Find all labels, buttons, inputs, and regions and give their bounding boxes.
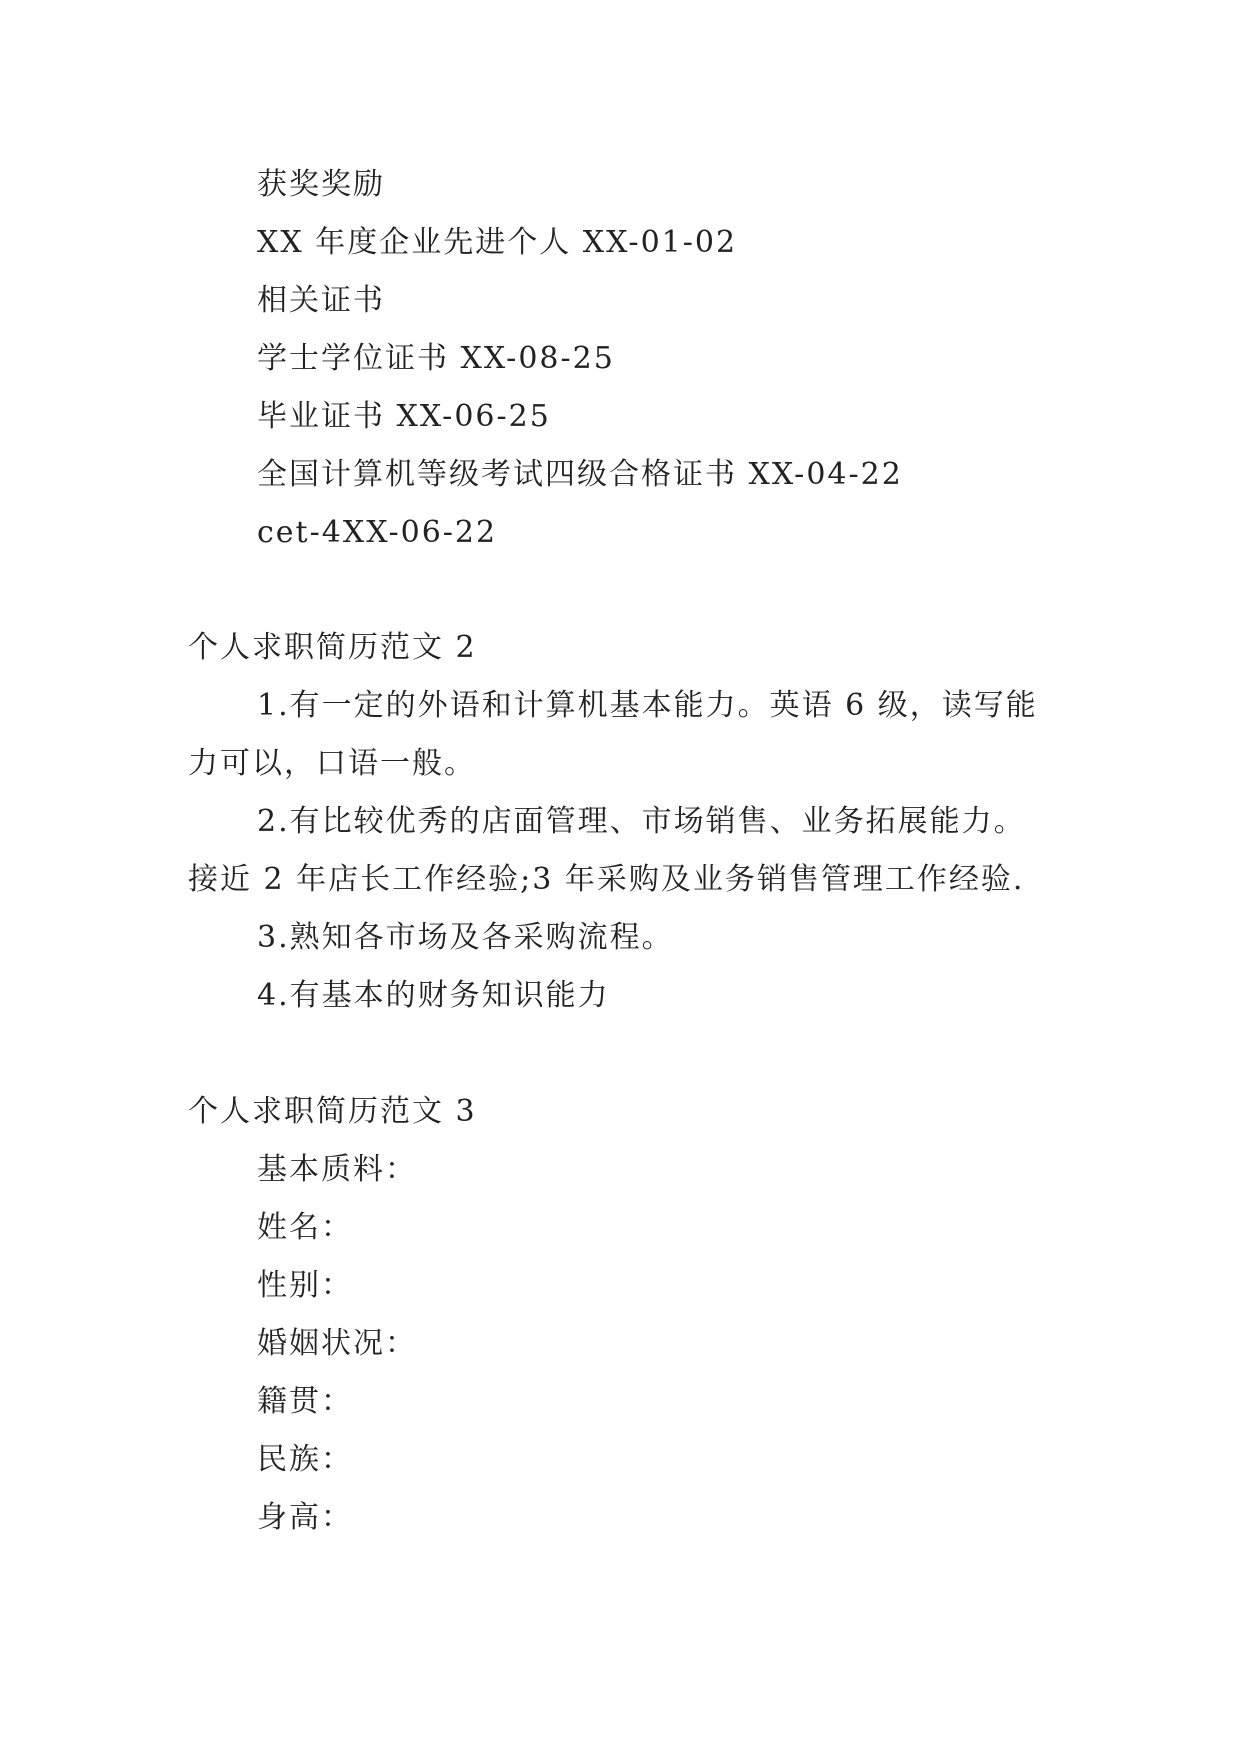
paragraph-line: 1.有一定的外语和计算机基本能力。英语 6 级，读写能	[257, 688, 1038, 723]
native-place-label: 籍贯：	[257, 1384, 353, 1419]
paragraph-line: 3.熟知各市场及各采购流程。	[257, 920, 674, 955]
sample-2-title: 个人求职简历范文 2	[188, 630, 477, 665]
height-label: 身高：	[257, 1500, 353, 1535]
awards-heading: 获奖奖励	[257, 167, 385, 202]
marital-status-label: 婚姻状况：	[257, 1326, 417, 1361]
certificate-item: 全国计算机等级考试四级合格证书 XX-04-22	[257, 457, 903, 492]
paragraph-line: 力可以，口语一般。	[188, 746, 476, 781]
paragraph-line: 4.有基本的财务知识能力	[257, 978, 610, 1013]
certificate-item: 毕业证书 XX-06-25	[257, 399, 551, 434]
certificate-item: cet-4XX-06-22	[257, 515, 498, 550]
paragraph-line: 接近 2 年店长工作经验;3 年采购及业务销售管理工作经验.	[188, 862, 1025, 897]
award-item: XX 年度企业先进个人 XX-01-02	[257, 225, 738, 260]
gender-label: 性别：	[257, 1268, 353, 1303]
sample-3-title: 个人求职简历范文 3	[188, 1094, 477, 1129]
certificate-item: 学士学位证书 XX-08-25	[257, 341, 615, 376]
certificates-heading: 相关证书	[257, 283, 385, 318]
name-label: 姓名：	[257, 1210, 353, 1245]
basic-info-label: 基本质料：	[257, 1152, 417, 1187]
ethnicity-label: 民族：	[257, 1442, 353, 1477]
paragraph-line: 2.有比较优秀的店面管理、市场销售、业务拓展能力。	[257, 804, 1026, 839]
